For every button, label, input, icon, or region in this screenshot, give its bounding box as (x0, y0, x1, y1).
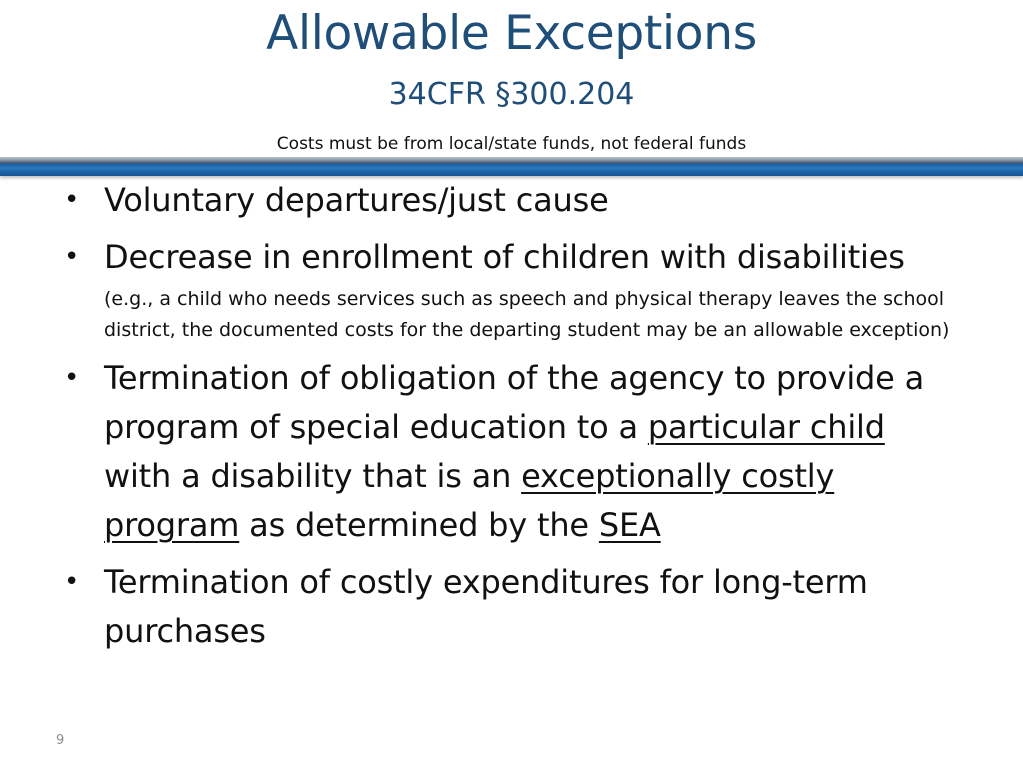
sea-emphasis: SEA (598, 506, 661, 544)
bullet-icon: • (64, 242, 80, 272)
bullet-text-part: Termination of obligation of the agency to provide a program of special education to a (104, 359, 925, 446)
particular-child-emphasis: particular child (647, 408, 885, 446)
bullet-text: Voluntary departures/just cause (104, 181, 609, 219)
header-divider-bar (0, 157, 1023, 176)
list-item (60, 233, 960, 346)
funding-note: Costs must be from local/state funds, not federal funds (276, 134, 747, 154)
exceptions-list (60, 176, 960, 656)
bullet-text: Decrease in enrollment of children with disabilities (104, 238, 905, 276)
bullet-icon: • (64, 185, 80, 215)
slide-title: Allowable Exceptions (266, 6, 757, 61)
bullet-icon: • (64, 567, 80, 597)
costly-program-emphasis: exceptionally costly program (104, 457, 835, 544)
bullet-icon: • (64, 363, 80, 393)
list-item (60, 354, 960, 550)
list-item (60, 176, 960, 225)
slide-subtitle: 34CFR §300.204 (388, 77, 635, 112)
list-item (60, 558, 960, 656)
bullet-text-part: with a disability that is an (104, 457, 522, 495)
bullet-text: Termination of costly expenditures for long-term purchases (104, 563, 868, 650)
page-number: 9 (56, 733, 65, 748)
bullet-example-note: (e.g., a child who needs services such as speech and physical therapy leaves the school district, the documented costs for the departing student may be an allowable exception) (104, 288, 950, 341)
bullet-text-part: as determined by the (239, 506, 599, 544)
